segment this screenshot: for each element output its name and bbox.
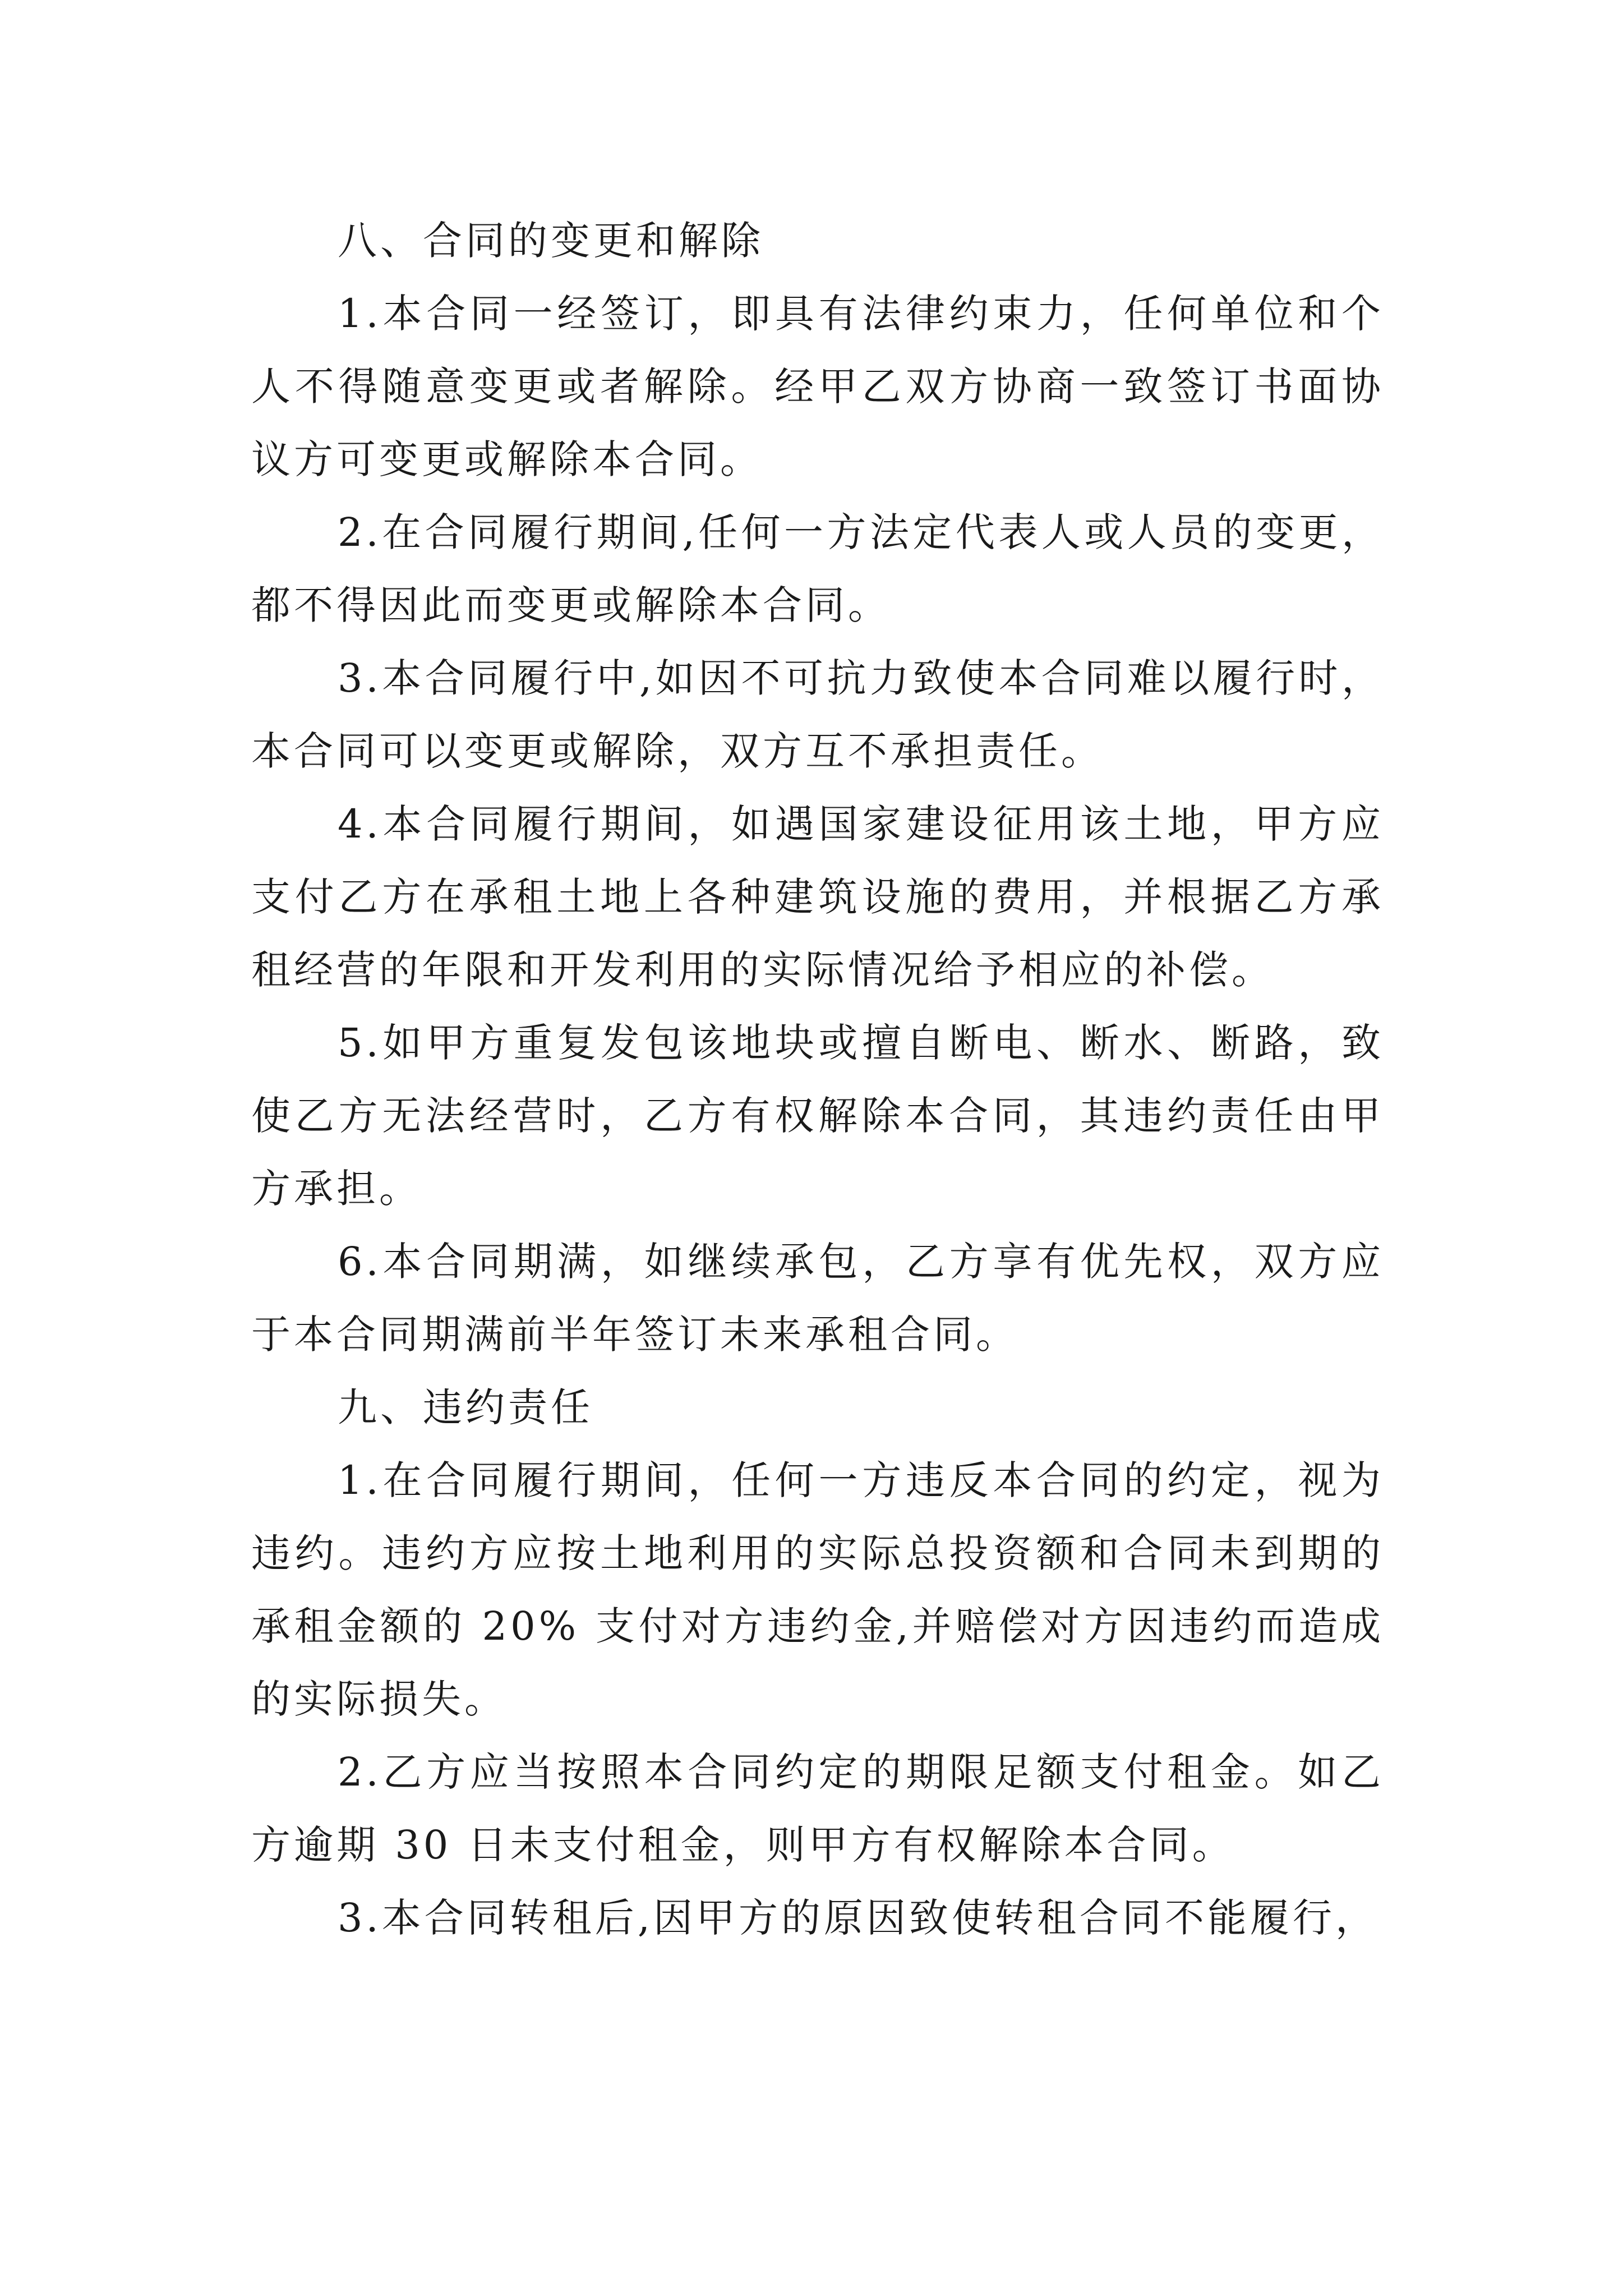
section-8-heading: 八、合同的变更和解除 [338,218,764,264]
document-page [251,204,1384,1954]
section-9-heading: 九、违约责任 [338,1384,593,1430]
section-8-item-2: 2.在合同履行期间,任何一方法定代表人或人员的变更，都不得因此而变更或解除本合同。 [251,509,1384,628]
section-9-item-1: 1.在合同履行期间，任何一方违反本合同的约定，视为违约。违约方应按土地利用的实际总投资额和合同未到期的承租金额的 20% 支付对方违约金,并赔偿对方因违约而造成的实际损失。 [251,1457,1384,1722]
section-8-item-1: 1.本合同一经签订，即具有法律约束力，任何单位和个人不得随意变更或者解除。经甲乙双方协商一致签订书面协议方可变更或解除本合同。 [251,291,1384,482]
section-8-item-5: 5.如甲方重复发包该地块或擅自断电、断水、断路，致使乙方无法经营时，乙方有权解除本合同，其违约责任由甲方承担。 [251,1020,1384,1212]
section-9-item-2: 2.乙方应当按照本合同约定的期限足额支付租金。如乙方逾期 30 日未支付租金，则甲方有权解除本合同。 [251,1749,1384,1868]
section-8-item-3: 3.本合同履行中,如因不可抗力致使本合同难以履行时，本合同可以变更或解除，双方互不承担责任。 [251,655,1384,774]
section-9-item-3: 3.本合同转租后,因甲方的原因致使转租合同不能履行， [338,1895,1378,1941]
section-8-item-6: 6.本合同期满，如继续承包，乙方享有优先权，双方应于本合同期满前半年签订未来承租合同。 [251,1239,1384,1358]
section-8-item-4: 4.本合同履行期间，如遇国家建设征用该土地，甲方应支付乙方在承租土地上各种建筑设施的费用，并根据乙方承租经营的年限和开发利用的实际情况给予相应的补偿。 [251,801,1384,993]
